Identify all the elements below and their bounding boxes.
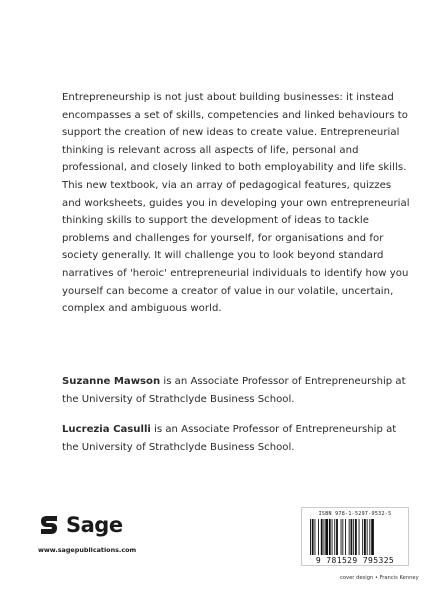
cover-design-credit: cover design • Francis Kenney [340, 575, 419, 581]
barcode-stripe [341, 519, 342, 555]
barcode-stripe [321, 519, 323, 555]
publisher-name: Sage [66, 513, 123, 537]
barcode-stripe [345, 519, 346, 555]
isbn-number: ISBN 978-1-5297-9532-5 [318, 511, 392, 517]
author-bio-1 [62, 373, 410, 408]
author-bio-text-2: is an Associate Professor of Entrepreneurship at the University of Strathclyde Business School. [62, 424, 397, 453]
barcode-stripe [336, 519, 338, 555]
barcode-stripe [364, 519, 366, 555]
barcode-bars [310, 519, 400, 557]
barcode-stripe [367, 519, 368, 555]
author-bio-2 [62, 421, 410, 456]
publisher-logo [38, 513, 123, 537]
barcode-stripe [369, 519, 370, 555]
barcode-stripe [342, 519, 343, 555]
publisher-website: www.sagepublications.com [38, 546, 137, 554]
barcode-stripe [329, 519, 331, 555]
barcode-stripe [315, 519, 316, 555]
barcode-stripe [353, 519, 354, 555]
isbn-barcode [301, 507, 409, 566]
barcode-stripe [351, 519, 353, 555]
barcode-stripe [355, 519, 357, 555]
barcode-stripe [318, 519, 319, 555]
barcode-stripe [332, 519, 333, 555]
barcode-stripe [362, 519, 363, 555]
author-name-1: Suzanne Mawson [62, 376, 161, 387]
author-bio-text-1: is an Associate Professor of Entrepreneurship at the University of Strathclyde Business School. [62, 376, 406, 405]
barcode-stripe [310, 519, 311, 555]
barcode-stripe [312, 519, 314, 555]
barcode-stripe [349, 519, 350, 555]
barcode-stripe [324, 519, 325, 555]
barcode-stripe [325, 519, 328, 555]
author-name-2: Lucrezia Casulli [62, 424, 151, 435]
barcode-stripe [359, 519, 360, 555]
barcode-digits: 9 781529 795325 [315, 556, 395, 565]
barcode-stripe [371, 519, 374, 555]
barcode-stripe [334, 519, 335, 555]
book-description: Entrepreneurship is not just about building businesses: it instead encompasses a set of skills, competencies and linked behaviours to support the creation of new ideas to create value. Entrepreneurial thinking is relevant across all aspects of life, personal and professional, and closely linked to both employability and life skills. This new textbook, via an array of pedagogical features, quizzes and worksheets, guides you in developing your own entrepreneurial thinking skills to support the development of ideas to tackle problems and challenges for yourself, for organisations and for society generally. It will challenge you to look beyond standard narratives of 'heroic' entrepreneurial individuals to identify how you yourself can become a creator of value in our volatile, uncertain, complex and ambiguous world. [62, 92, 410, 315]
sage-logo-icon [38, 514, 60, 536]
